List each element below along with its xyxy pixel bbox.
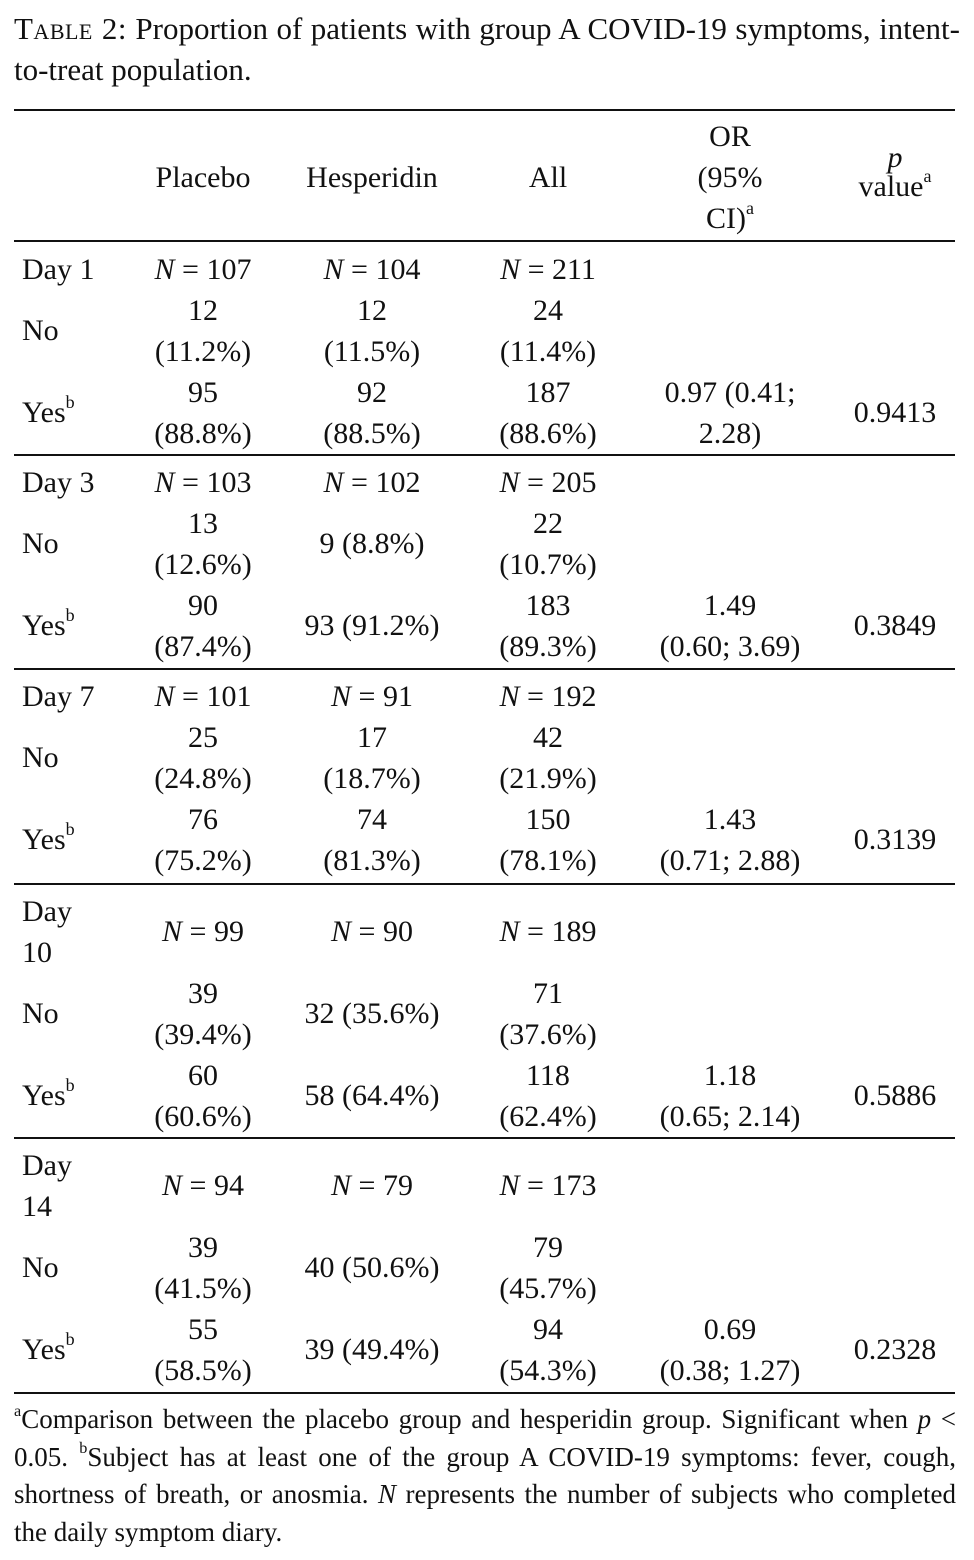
row-label-yes <box>22 1075 142 1116</box>
p-value: 0.5886 <box>853 1079 937 1112</box>
n-value: 189 <box>551 915 597 948</box>
odds-ratio <box>640 585 820 667</box>
n-value: 205 <box>551 466 597 499</box>
no-placebo-count: 39 <box>188 1231 218 1264</box>
yes-hesperidin-count: 92 <box>357 376 387 409</box>
header-or-line3: CI)$^a$ <box>706 198 754 235</box>
no-hesperidin-pct: (18.7%) <box>323 762 421 795</box>
odds-ratio-line1: 0.97 (0.41; <box>664 376 796 409</box>
no-placebo <box>146 1227 260 1309</box>
row-label-no <box>22 1247 142 1288</box>
no-all-count: 79 <box>533 1231 563 1264</box>
yes-placebo-count: 90 <box>188 589 218 622</box>
no-all <box>494 1227 602 1309</box>
yes-all-pct: (88.6%) <box>499 417 597 450</box>
day-label-line1: Day 3 <box>22 466 95 499</box>
row-label-text: No <box>22 997 59 1030</box>
n-value: 91 <box>382 680 413 713</box>
row-label-text: Yes <box>22 1079 66 1112</box>
n-equals: = <box>182 915 214 948</box>
row-label-text: No <box>22 741 59 774</box>
no-hesperidin <box>290 717 454 799</box>
header-or-line2: (95% <box>697 161 763 194</box>
header-p-line2: value$^a$ <box>858 166 932 203</box>
no-all-count: 71 <box>533 977 563 1010</box>
yes-all-count: 183 <box>525 589 571 622</box>
no-placebo-count: 13 <box>188 507 218 540</box>
no-hesperidin-count: 12 <box>357 294 387 327</box>
yes-hesperidin-pct: (88.5%) <box>323 417 421 450</box>
no-placebo-count: 12 <box>188 294 218 327</box>
row-label-yes <box>22 605 142 646</box>
no-all-pct: (11.4%) <box>499 335 597 368</box>
yes-placebo-pct: (58.5%) <box>154 1354 252 1387</box>
no-all-pct: (10.7%) <box>499 548 597 581</box>
header-or <box>650 116 810 239</box>
no-all <box>494 717 602 799</box>
odds-ratio <box>640 1055 820 1137</box>
yes-hesperidin: 58 (64.4%) <box>304 1079 440 1112</box>
day-label <box>22 676 142 717</box>
row-label-text: No <box>22 527 59 560</box>
no-placebo <box>146 503 260 585</box>
header-rule <box>14 240 955 242</box>
day-label <box>22 1145 142 1227</box>
yes-all-count: 118 <box>526 1059 570 1092</box>
header-hesperidin: Hesperidin <box>306 161 438 194</box>
n-equals: = <box>351 1169 383 1202</box>
n-equals: = <box>174 466 207 499</box>
no-all <box>494 503 602 585</box>
table-footnote: $^a$Comparison between the placebo group and hesperidin group. Significant when p < 0.05. $^b$Subject has at least one of the group A COVID-19 symptoms: fever, cough, shortness of breath, or anosmia. N represents the number of subjects who completed the daily symptom diary. <box>14 1401 957 1547</box>
row-label-text: Yes <box>22 1333 66 1366</box>
n-equals: = <box>519 466 552 499</box>
yes-placebo-count: 60 <box>188 1059 218 1092</box>
no-placebo <box>146 290 260 372</box>
n-equals: = <box>351 915 383 948</box>
row-label-sup: b <box>65 392 75 413</box>
n-all <box>494 462 602 503</box>
odds-ratio-line1: 1.49 <box>703 589 757 622</box>
yes-all-count: 94 <box>533 1313 563 1346</box>
odds-ratio-line1: 0.69 <box>703 1313 757 1346</box>
n-symbol: N <box>331 680 352 713</box>
n-placebo <box>146 1165 260 1206</box>
n-symbol: N <box>499 915 520 948</box>
n-value: 90 <box>382 915 413 948</box>
no-all-count: 42 <box>533 721 563 754</box>
n-symbol: N <box>499 680 520 713</box>
yes-hesperidin-pct: (81.3%) <box>323 844 421 877</box>
yes-all-pct: (89.3%) <box>499 630 597 663</box>
n-placebo <box>146 911 260 952</box>
no-hesperidin-count: 17 <box>357 721 387 754</box>
yes-placebo-pct: (87.4%) <box>154 630 252 663</box>
n-value: 173 <box>551 1169 597 1202</box>
n-symbol: N <box>331 1169 352 1202</box>
header-p-value <box>835 137 955 207</box>
yes-placebo <box>146 585 260 667</box>
day-separator-rule <box>14 883 955 885</box>
yes-placebo-pct: (88.8%) <box>154 417 252 450</box>
no-hesperidin: 32 (35.6%) <box>304 997 440 1030</box>
no-hesperidin-pct: (11.5%) <box>323 335 421 368</box>
yes-all <box>494 585 602 667</box>
n-symbol: N <box>499 466 520 499</box>
day-label <box>22 249 142 290</box>
n-hesperidin <box>290 911 454 952</box>
n-value: 192 <box>551 680 597 713</box>
p-value: 0.9413 <box>853 396 937 429</box>
no-placebo-pct: (12.6%) <box>154 548 252 581</box>
no-hesperidin <box>290 290 454 372</box>
day-label-line2: 14 <box>22 1190 52 1223</box>
yes-placebo-count: 76 <box>188 803 218 836</box>
yes-placebo <box>146 799 260 881</box>
header-or-line1: OR <box>709 120 751 153</box>
n-hesperidin <box>290 462 454 503</box>
odds-ratio <box>640 799 820 881</box>
row-label-sup: b <box>65 1075 75 1096</box>
n-equals: = <box>343 466 376 499</box>
row-label-yes <box>22 819 142 860</box>
n-symbol: N <box>323 253 344 286</box>
n-symbol: N <box>323 466 344 499</box>
yes-placebo-count: 55 <box>188 1313 218 1346</box>
n-equals: = <box>182 1169 214 1202</box>
n-symbol: N <box>162 1169 183 1202</box>
yes-hesperidin: 93 (91.2%) <box>304 609 440 642</box>
day-label-line1: Day <box>22 895 72 928</box>
yes-all-pct: (78.1%) <box>499 844 597 877</box>
yes-all-pct: (62.4%) <box>499 1100 597 1133</box>
yes-hesperidin-count: 74 <box>357 803 387 836</box>
n-equals: = <box>519 680 552 713</box>
yes-all <box>494 1055 602 1137</box>
n-value: 94 <box>213 1169 244 1202</box>
no-placebo-pct: (41.5%) <box>154 1272 252 1305</box>
n-equals: = <box>343 253 376 286</box>
row-label-sup: b <box>65 1329 75 1350</box>
n-value: 107 <box>206 253 252 286</box>
row-label-yes <box>22 1329 142 1370</box>
no-placebo <box>146 717 260 799</box>
header-p-symbol: p <box>887 141 903 174</box>
n-value: 101 <box>206 680 252 713</box>
no-all-pct: (21.9%) <box>499 762 597 795</box>
day-label <box>22 891 142 973</box>
day-separator-rule <box>14 454 955 456</box>
yes-placebo-count: 95 <box>188 376 218 409</box>
row-label-text: Yes <box>22 396 66 429</box>
odds-ratio-line2: 2.28) <box>698 417 762 450</box>
odds-ratio <box>640 372 820 454</box>
row-label-text: Yes <box>22 609 66 642</box>
no-hesperidin: 9 (8.8%) <box>319 527 425 560</box>
yes-all-count: 187 <box>525 376 571 409</box>
day-label-line1: Day 1 <box>22 253 95 286</box>
no-all-count: 22 <box>533 507 563 540</box>
table-caption <box>14 8 960 90</box>
n-symbol: N <box>499 1169 520 1202</box>
day-label-line1: Day 7 <box>22 680 95 713</box>
caption-text: Proportion of patients with group A COVID-19 symptoms, intent-to-treat population. <box>14 11 960 87</box>
n-symbol: N <box>162 915 183 948</box>
yes-hesperidin <box>290 372 454 454</box>
n-placebo <box>146 249 260 290</box>
yes-placebo <box>146 1309 260 1391</box>
n-equals: = <box>520 253 553 286</box>
no-placebo-pct: (11.2%) <box>154 335 252 368</box>
n-all <box>494 1165 602 1206</box>
row-label-sup: b <box>65 605 75 626</box>
yes-placebo-pct: (75.2%) <box>154 844 252 877</box>
p-value: 0.3849 <box>853 609 937 642</box>
n-symbol: N <box>154 466 175 499</box>
row-label-text: Yes <box>22 823 66 856</box>
top-rule <box>14 109 955 111</box>
n-equals: = <box>351 680 383 713</box>
n-value: 211 <box>552 253 596 286</box>
n-equals: = <box>519 915 552 948</box>
n-placebo <box>146 462 260 503</box>
n-symbol: N <box>154 253 175 286</box>
n-all <box>494 676 602 717</box>
n-value: 102 <box>375 466 421 499</box>
row-label-no <box>22 993 142 1034</box>
no-all-count: 24 <box>533 294 563 327</box>
day-label-line2: 10 <box>22 936 52 969</box>
odds-ratio-line2: (0.60; 3.69) <box>659 630 801 663</box>
no-placebo <box>146 973 260 1055</box>
header-placebo: Placebo <box>155 161 251 194</box>
yes-placebo <box>146 372 260 454</box>
row-label-text: No <box>22 1251 59 1284</box>
day-label <box>22 462 142 503</box>
yes-hesperidin <box>290 799 454 881</box>
yes-all <box>494 372 602 454</box>
row-label-no <box>22 310 142 351</box>
day-label-line1: Day <box>22 1149 72 1182</box>
odds-ratio-line1: 1.43 <box>703 803 757 836</box>
no-placebo-pct: (24.8%) <box>154 762 252 795</box>
n-hesperidin <box>290 1165 454 1206</box>
odds-ratio-line1: 1.18 <box>703 1059 757 1092</box>
row-label-yes <box>22 392 142 433</box>
no-all <box>494 290 602 372</box>
p-value: 0.3139 <box>853 823 937 856</box>
n-equals: = <box>174 680 207 713</box>
yes-all-count: 150 <box>525 803 571 836</box>
n-symbol: N <box>331 915 352 948</box>
n-symbol: N <box>500 253 521 286</box>
odds-ratio-line2: (0.38; 1.27) <box>659 1354 801 1387</box>
p-value: 0.2328 <box>853 1333 937 1366</box>
no-placebo-count: 25 <box>188 721 218 754</box>
no-all <box>494 973 602 1055</box>
no-placebo-pct: (39.4%) <box>154 1018 252 1051</box>
yes-placebo-pct: (60.6%) <box>154 1100 252 1133</box>
yes-all <box>494 1309 602 1391</box>
n-value: 104 <box>375 253 421 286</box>
row-label-sup: b <box>65 819 75 840</box>
n-equals: = <box>519 1169 552 1202</box>
odds-ratio <box>640 1309 820 1391</box>
yes-hesperidin: 39 (49.4%) <box>304 1333 440 1366</box>
no-all-pct: (45.7%) <box>499 1272 597 1305</box>
n-hesperidin <box>290 249 454 290</box>
odds-ratio-line2: (0.65; 2.14) <box>659 1100 801 1133</box>
n-value: 103 <box>206 466 252 499</box>
n-hesperidin <box>290 676 454 717</box>
header-all: All <box>528 161 568 194</box>
n-symbol: N <box>154 680 175 713</box>
n-all <box>494 249 602 290</box>
row-label-text: No <box>22 314 59 347</box>
no-hesperidin: 40 (50.6%) <box>304 1251 440 1284</box>
day-separator-rule <box>14 1137 955 1139</box>
odds-ratio-line2: (0.71; 2.88) <box>659 844 801 877</box>
day-separator-rule <box>14 668 955 670</box>
row-label-no <box>22 523 142 564</box>
row-label-no <box>22 737 142 778</box>
table-label: Table 2: <box>14 11 127 46</box>
yes-all <box>494 799 602 881</box>
no-placebo-count: 39 <box>188 977 218 1010</box>
n-equals: = <box>174 253 207 286</box>
n-value: 99 <box>213 915 244 948</box>
bottom-rule <box>14 1392 955 1394</box>
yes-all-pct: (54.3%) <box>499 1354 597 1387</box>
no-all-pct: (37.6%) <box>499 1018 597 1051</box>
yes-placebo <box>146 1055 260 1137</box>
n-value: 79 <box>382 1169 413 1202</box>
n-placebo <box>146 676 260 717</box>
n-all <box>494 911 602 952</box>
